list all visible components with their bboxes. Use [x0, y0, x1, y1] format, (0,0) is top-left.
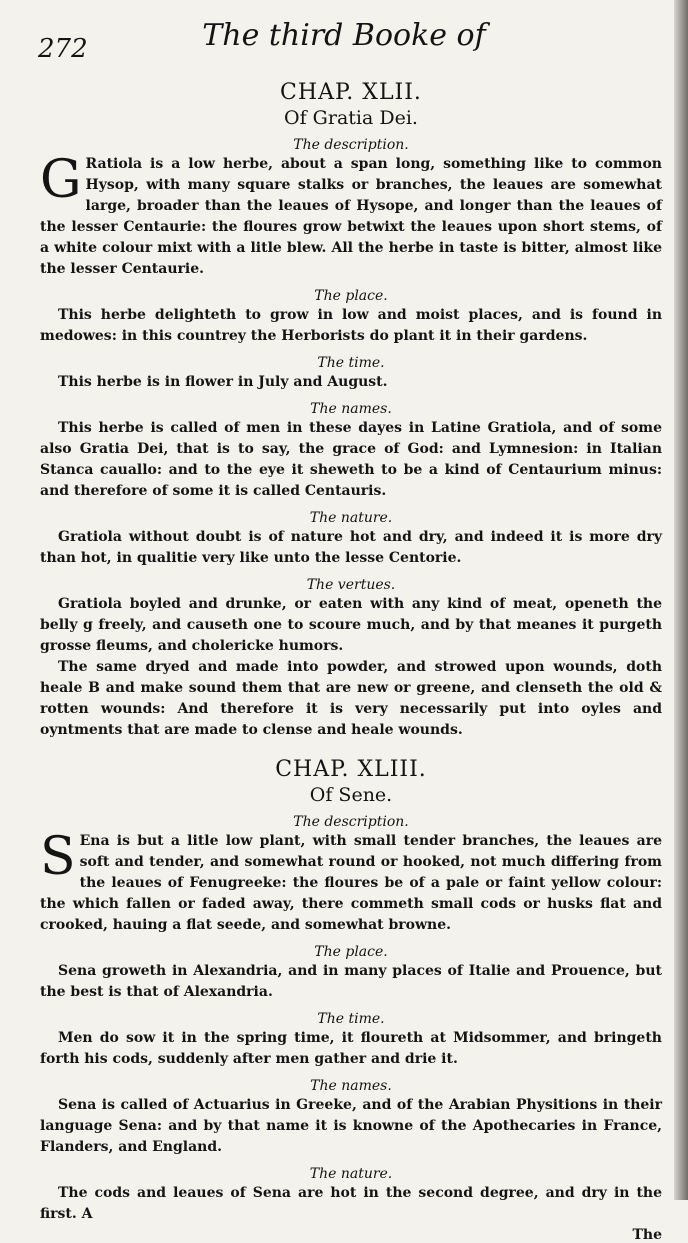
- section-heading: The names.: [310, 401, 392, 417]
- section-text: The same dryed and made into powder, and strowed upon wounds, doth heale B and make sound them that are new or greene, and clenseth the old & rotten wounds: And therefore it is very necessarily put into oyles and oyntments that are made to clense and heale wounds.: [40, 659, 662, 738]
- section-heading: The place.: [314, 944, 388, 960]
- section-heading: The nature.: [309, 510, 393, 526]
- section-heading: The description.: [293, 814, 409, 830]
- section-heading: The time.: [317, 1011, 385, 1027]
- section-text: S Ena is but a litle low plant, with small tender branches, the leaues are soft and tender, and somewhat round or hooked, not much differing from the leaues of Fenugreeke: the floures be of a pale or faint yellow colour: the which fallen or faded away, there commeth small cods or husks flat and crooked, hauing a flat seede, and somewhat browne.: [40, 827, 662, 933]
- section-text: The cods and leaues of Sena are hot in the second degree, and dry in the first. A: [40, 1185, 662, 1222]
- section-text: Gratiola boyled and drunke, or eaten with any kind of meat, openeth the belly g freely, and causeth one to scoure much, and by that meanes it purgeth grosse fleums, and cholericke humors.: [40, 596, 662, 654]
- catchword: The: [632, 1227, 662, 1243]
- chapter-number: CHAP. XLII.: [280, 80, 422, 105]
- section-text: G Ratiola is a low herbe, about a span long, something like to common Hysop, with many square stalks or branches, the leaues are somewhat large, broader than the leaues of Hysope, and longer than the leaues of the lesser Centaurie: the floures grow betwixt the leaues upon short stems, of a white colour mixt with a litle blew. All the herbe in taste is bitter, almost like the lesser Centaurie.: [40, 150, 662, 277]
- section-text: Gratiola without doubt is of nature hot and dry, and indeed it is more dry than hot, in qualitie very like unto the lesse Centorie.: [40, 529, 662, 566]
- section-text: Men do sow it in the spring time, it floureth at Midsommer, and bringeth forth his cods, suddenly after men gather and drie it.: [40, 1030, 662, 1067]
- section-heading: The vertues.: [306, 577, 396, 593]
- chapter-title: Of Sene.: [309, 784, 393, 806]
- section-text: Sena is called of Actuarius in Greeke, and of the Arabian Physitions in their language Sena: and by that name it is knowne of the Apothecaries in France, Flanders, and England.: [40, 1097, 662, 1155]
- page-edge-shadow: [674, 0, 688, 1200]
- chapter-number: CHAP. XLIII.: [275, 757, 427, 782]
- drop-cap: S: [40, 827, 76, 887]
- section-heading: The time.: [317, 355, 385, 371]
- section-heading: The names.: [310, 1078, 392, 1094]
- drop-cap: G: [40, 150, 82, 210]
- section-heading: The description.: [293, 137, 409, 153]
- section-text: This herbe delighteth to grow in low and moist places, and is found in medowes: in this countrey the Herborists do plant it in their gardens.: [40, 307, 662, 344]
- section-heading: The place.: [314, 288, 388, 304]
- section-text: Sena groweth in Alexandria, and in many places of Italie and Prouence, but the best is that of Alexandria.: [40, 963, 662, 1000]
- section-text: This herbe is in flower in July and August.: [58, 374, 388, 390]
- page-content: [40, 78, 662, 1243]
- section-text: This herbe is called of men in these dayes in Latine Gratiola, and of some also Gratia Dei, that is to say, the grace of God: and Lymnesion: in Italian Stanca cauallo: and to the eye it sheweth to be a kind of Centaurium minus: and therefore of some it is called Centauris.: [40, 420, 662, 499]
- chapter-title: Of Gratia Dei.: [284, 107, 418, 129]
- page-number: 272: [38, 34, 88, 64]
- running-title: The third Booke of: [202, 18, 486, 53]
- section-heading: The nature.: [309, 1166, 393, 1182]
